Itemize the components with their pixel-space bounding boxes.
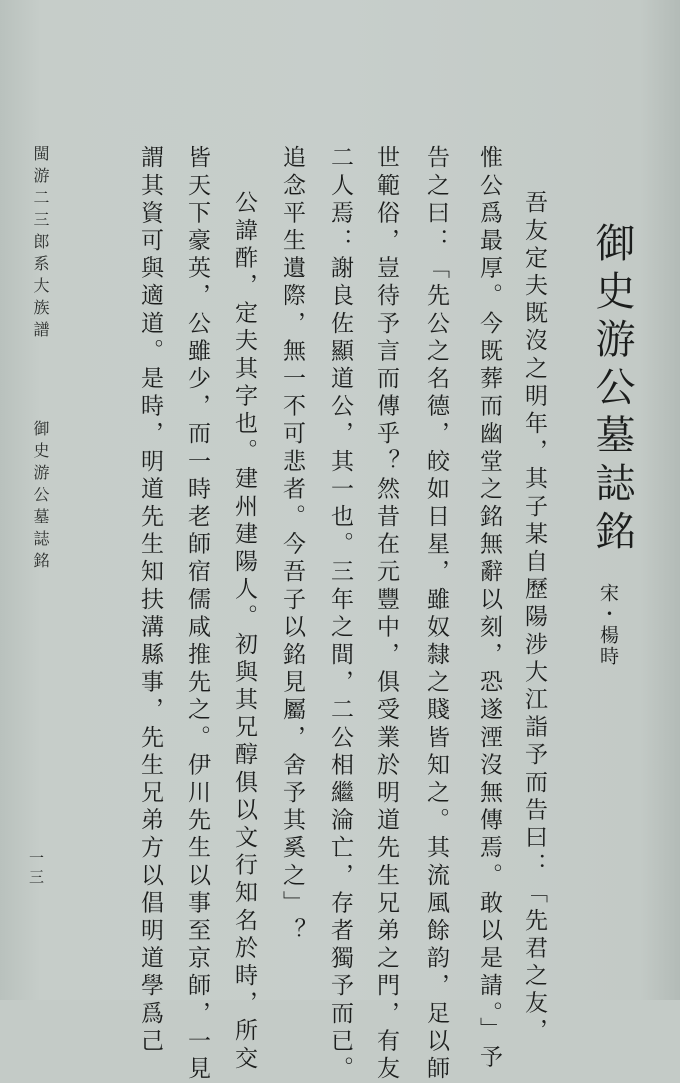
running-head-chapter-title: 御史游公墓誌銘 xyxy=(31,420,50,574)
body-column-2: 惟公爲最厚。今既葬而幽堂之銘無辭以刻，恐遂湮沒無傳焉。敢以是請。」予 xyxy=(476,145,502,1072)
body-column-1: 吾友定夫既沒之明年，其子某自歷陽涉大江詣予而告曰：「先君之友， xyxy=(521,190,547,1046)
body-column-7: 公諱酢，定夫其字也。建州建陽人。初與其兄醇俱以文行知名於時，所交 xyxy=(231,190,257,1074)
document-title: 御史游公墓誌銘 xyxy=(589,222,635,558)
body-column-4: 世範俗，豈待予言而傳乎？然昔在元豐中，俱受業於明道先生兄弟之門，有友 xyxy=(373,145,399,1083)
author-line: 宋・楊時 xyxy=(597,583,619,667)
body-column-6: 追念平生遺際，無一不可悲者。今吾子以銘見屬，舍予其奚之」？ xyxy=(279,145,305,946)
body-column-5: 二人焉：謝良佐顯道公，其一也。三年之間，二公相繼淪亡，存者獨予而已。 xyxy=(327,145,353,1083)
page-number: 一三 xyxy=(27,850,45,888)
body-column-3: 告之曰：「先公之名德，皎如日星，雖奴隸之賤皆知之。其流風餘韵，足以師 xyxy=(423,145,449,1083)
body-column-8: 皆天下豪英，公雖少，而一時老師宿儒咸推先之。伊川先生以事至京師，一見 xyxy=(184,145,210,1083)
running-head-book-title: 閩游二三郎系大族譜 xyxy=(31,145,50,343)
body-column-9: 謂其資可與適道。是時，明道先生知扶溝縣事，先生兄弟方以倡明道學爲己 xyxy=(137,145,163,1056)
